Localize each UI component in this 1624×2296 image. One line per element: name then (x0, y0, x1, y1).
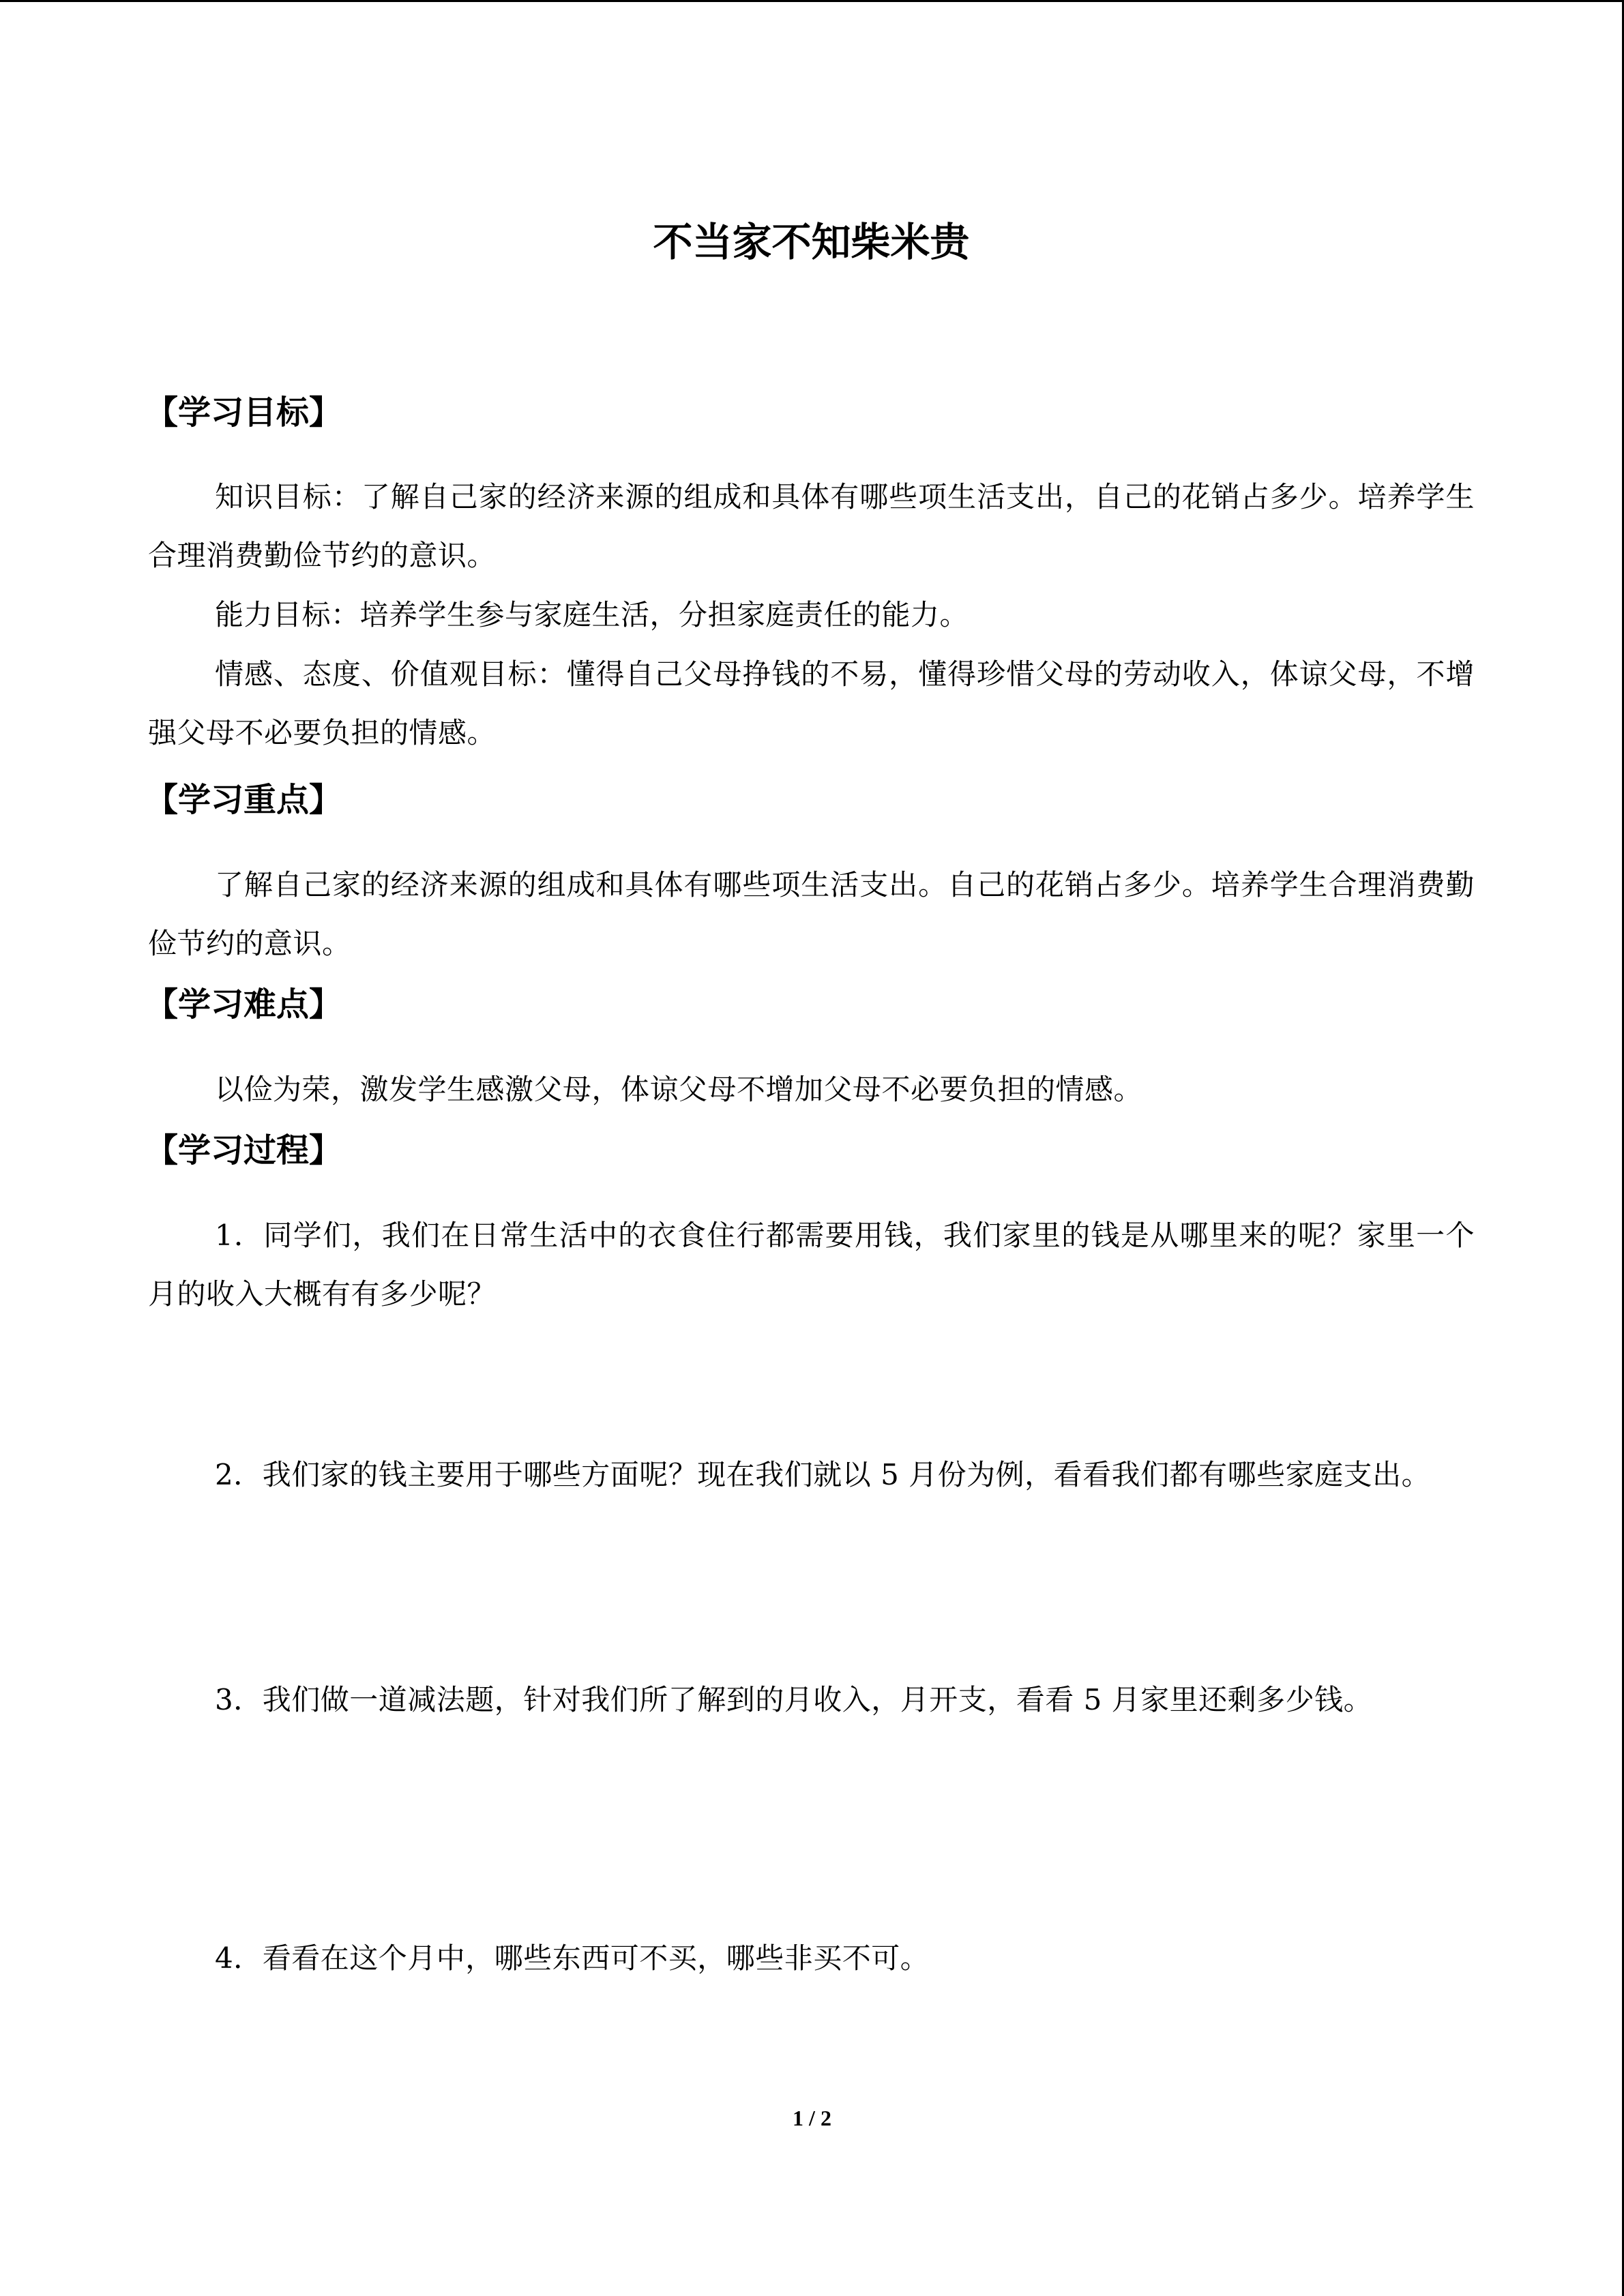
process-item-3: 3．我们做一道减法题，针对我们所了解到的月收入，月开支，看看 5 月家里还剩多少钱。 (215, 1683, 1373, 1716)
goal-knowledge: 知识目标：了解自己家的经济来源的组成和具体有哪些项生活支出，自己的花销占多少。培养学生合理消费勤俭节约的意识。 (148, 480, 1475, 572)
process-item-4: 4．看看在这个月中，哪些东西可不买，哪些非买不可。 (215, 1941, 930, 1975)
section-heading-process: 【学习过程】 (145, 1131, 342, 1169)
document-title: 不当家不知柴米贵 (653, 219, 970, 265)
difficulties-text: 以俭为荣，激发学生感激父母，体谅父母不增加父母不必要负担的情感。 (215, 1073, 1143, 1106)
key-points-text: 了解自己家的经济来源的组成和具体有哪些项生活支出。自己的花销占多少。培养学生合理消费勤俭节约的意识。 (148, 868, 1475, 960)
process-item-1: 1．同学们，我们在日常生活中的衣食住行都需要用钱，我们家里的钱是从哪里来的呢？家里一个月的收入大概有有多少呢？ (148, 1219, 1475, 1311)
section-heading-difficulties: 【学习难点】 (145, 985, 342, 1024)
goal-emotion: 情感、态度、价值观目标：懂得自己父母挣钱的不易，懂得珍惜父母的劳动收入，体谅父母，不增强父母不必要负担的情感。 (148, 657, 1475, 749)
process-item-2: 2．我们家的钱主要用于哪些方面呢？现在我们就以 5 月份为例，看看我们都有哪些家庭支出。 (215, 1458, 1431, 1491)
section-heading-goals: 【学习目标】 (145, 393, 342, 432)
page-number: 1 / 2 (793, 2106, 831, 2130)
section-heading-key-points: 【学习重点】 (145, 781, 342, 819)
goal-ability: 能力目标：培养学生参与家庭生活，分担家庭责任的能力。 (215, 598, 969, 631)
